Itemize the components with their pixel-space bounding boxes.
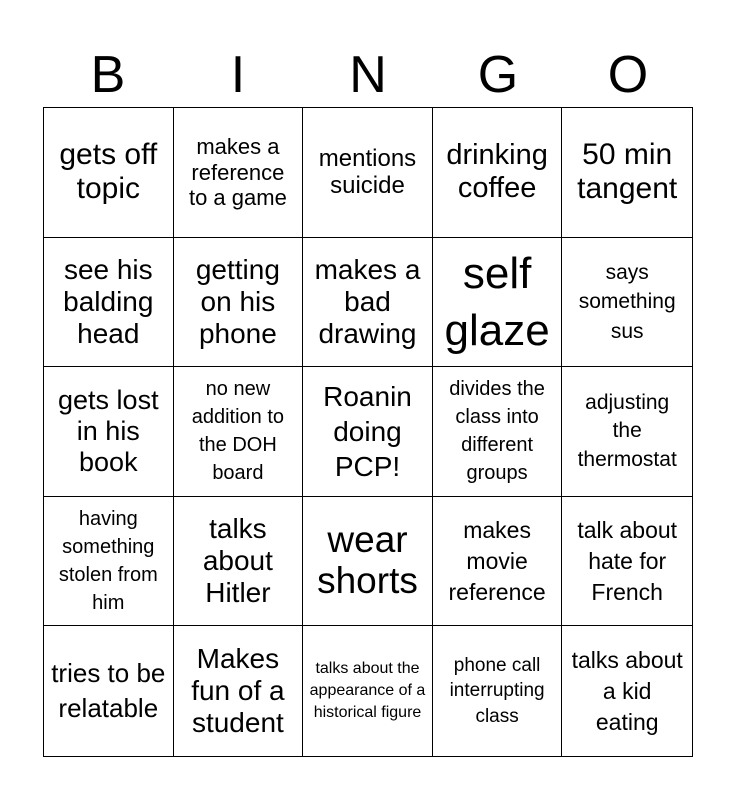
bingo-cell-r1c1[interactable] [44,108,174,238]
bingo-cell-r2c2[interactable] [174,238,304,368]
cell-text: having something stolen from him [58,508,158,615]
bingo-cell-r5c2[interactable] [174,626,304,756]
cell-text: mentions suicide [318,144,417,200]
header-letter-b: B [90,46,126,104]
bingo-cell-r2c5[interactable] [562,238,692,368]
header-letter-i: I [230,46,246,104]
bingo-cell-r4c5[interactable] [562,497,692,627]
bingo-cell-r5c4[interactable] [433,626,563,756]
cell-text: drinking coffee [446,138,548,205]
bingo-cell-r5c5[interactable] [562,626,692,756]
bingo-cell-r2c1[interactable] [44,238,174,368]
bingo-cell-r1c3[interactable] [303,108,433,238]
bingo-cell-r2c3[interactable] [303,238,433,368]
bingo-cell-r4c2[interactable] [174,497,304,627]
header-letter-g: G [477,46,519,104]
cell-text: gets off topic [59,137,158,206]
cell-text: talk about hate for French [577,516,678,605]
cell-text: self glaze [444,248,550,355]
header-letter-o: O [607,46,649,104]
cell-text: no new addition to the DOH board [191,378,285,485]
bingo-cell-r5c3[interactable] [303,626,433,756]
cell-text: divides the class into different groups [449,378,545,485]
bingo-cell-r5c1[interactable] [44,626,174,756]
header-letter-n: N [349,46,387,104]
bingo-cell-r4c4[interactable] [433,497,563,627]
bingo-cell-r3c1[interactable] [44,367,174,497]
cell-text: wear shorts [317,519,418,602]
cell-text: phone call interrupting class [449,654,545,728]
bingo-cell-r4c3[interactable] [303,497,433,627]
cell-text: Makes fun of a student [191,642,285,739]
cell-text: talks about Hitler [202,512,273,609]
bingo-cell-r4c1[interactable] [44,497,174,627]
cell-text: says something sus [578,260,676,343]
cell-text: talks about the appearance of a historical figure [309,659,426,722]
bingo-cell-r1c5[interactable] [562,108,692,238]
cell-text: tries to be relatable [51,658,166,724]
bingo-board [43,107,693,757]
cell-text: makes a bad drawing [314,253,421,349]
bingo-cell-r3c2[interactable] [174,367,304,497]
bingo-cell-r3c5[interactable] [562,367,692,497]
cell-text: see his balding head [63,253,154,349]
cell-text: talks about a kid eating [571,646,683,735]
bingo-cell-r1c4[interactable] [433,108,563,238]
bingo-cell-r3c4[interactable] [433,367,563,497]
cell-text: makes a reference to a game [188,134,287,210]
cell-text: adjusting the thermostat [577,390,677,471]
cell-text: getting on his phone [195,253,280,349]
cell-text: makes movie reference [448,516,546,605]
bingo-cell-r2c4[interactable] [433,238,563,368]
cell-text: Roanin doing PCP! [323,380,412,482]
cell-text: gets lost in his book [58,384,159,478]
cell-text: 50 min tangent [577,137,678,206]
bingo-cell-r1c2[interactable] [174,108,304,238]
bingo-header [43,42,693,108]
bingo-cell-r3c3[interactable] [303,367,433,497]
